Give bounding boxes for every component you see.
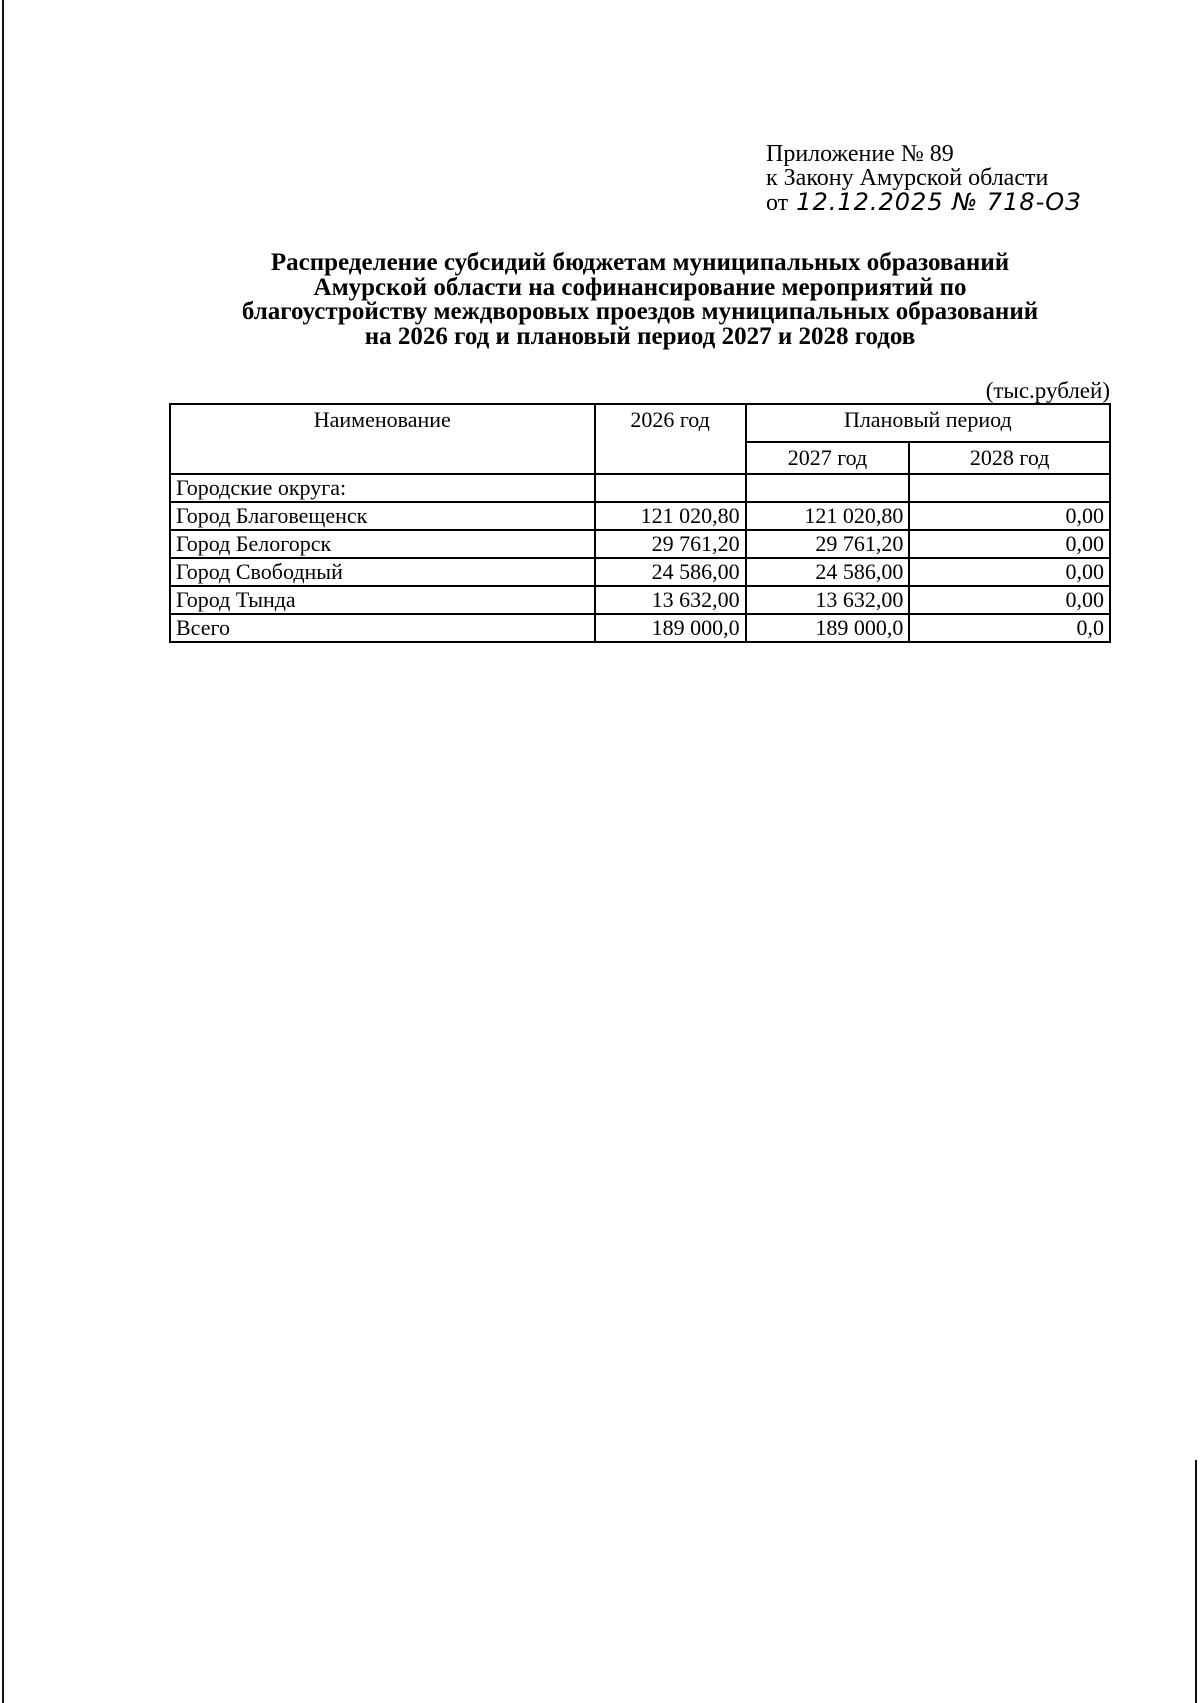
row-2027: 29 761,20 [746, 530, 910, 558]
total-name: Всего [170, 614, 595, 642]
header-2026: 2026 год [595, 404, 746, 474]
title-line: Распределение субсидий бюджетам муниципальных образований [270, 249, 1010, 276]
header-2028: 2028 год [909, 442, 1110, 474]
row-name: Город Тында [170, 586, 595, 614]
appendix-header [766, 142, 1082, 215]
title-line: на 2026 год и плановый период 2027 и 2028 годов [364, 322, 916, 350]
header-name: Наименование [170, 404, 595, 474]
empty-cell [595, 474, 746, 502]
row-2028: 0,00 [909, 558, 1110, 586]
law-reference: к Закону Амурской области [766, 165, 1049, 191]
row-name: Город Благовещенск [170, 502, 595, 530]
subsidy-table [169, 403, 1111, 643]
total-row [170, 614, 1110, 642]
total-2028: 0,0 [909, 614, 1110, 642]
header-planned-period: Плановый период [746, 404, 1110, 442]
row-2026: 29 761,20 [595, 530, 746, 558]
law-date-line [766, 190, 1082, 215]
title-line: Амурской области на софинансирование мероприятий по [313, 273, 967, 301]
row-2027: 121 020,80 [746, 502, 910, 530]
row-2026: 24 586,00 [595, 558, 746, 586]
table-row [170, 530, 1110, 558]
table-row [170, 558, 1110, 586]
appendix-number: Приложение № 89 [766, 141, 954, 167]
date-prefix: от [766, 190, 789, 216]
row-2028: 0,00 [909, 530, 1110, 558]
section-row [170, 474, 1110, 502]
table-header-row [170, 404, 1110, 442]
row-2026: 121 020,80 [595, 502, 746, 530]
empty-cell [909, 474, 1110, 502]
row-2027: 13 632,00 [746, 586, 910, 614]
row-2028: 0,00 [909, 586, 1110, 614]
table-row [170, 586, 1110, 614]
total-2026: 189 000,0 [595, 614, 746, 642]
header-2027: 2027 год [746, 442, 910, 474]
handwritten-date-number: 12.12.2025 № 718-ОЗ [796, 188, 1082, 216]
row-name: Город Свободный [170, 558, 595, 586]
title-line: благоустройству междворовых проездов муниципальных образований [241, 298, 1039, 325]
row-2027: 24 586,00 [746, 558, 910, 586]
row-2028: 0,00 [909, 502, 1110, 530]
scan-edge-left [2, 0, 4, 1703]
section-label: Городские округа: [170, 474, 595, 502]
row-name: Город Белогорск [170, 530, 595, 558]
table-row [170, 502, 1110, 530]
empty-cell [746, 474, 910, 502]
total-2027: 189 000,0 [746, 614, 910, 642]
row-2026: 13 632,00 [595, 586, 746, 614]
document-title [150, 251, 1130, 349]
units-label: (тыс.рублей) [985, 378, 1110, 403]
scan-edge-right [1195, 1460, 1197, 1703]
